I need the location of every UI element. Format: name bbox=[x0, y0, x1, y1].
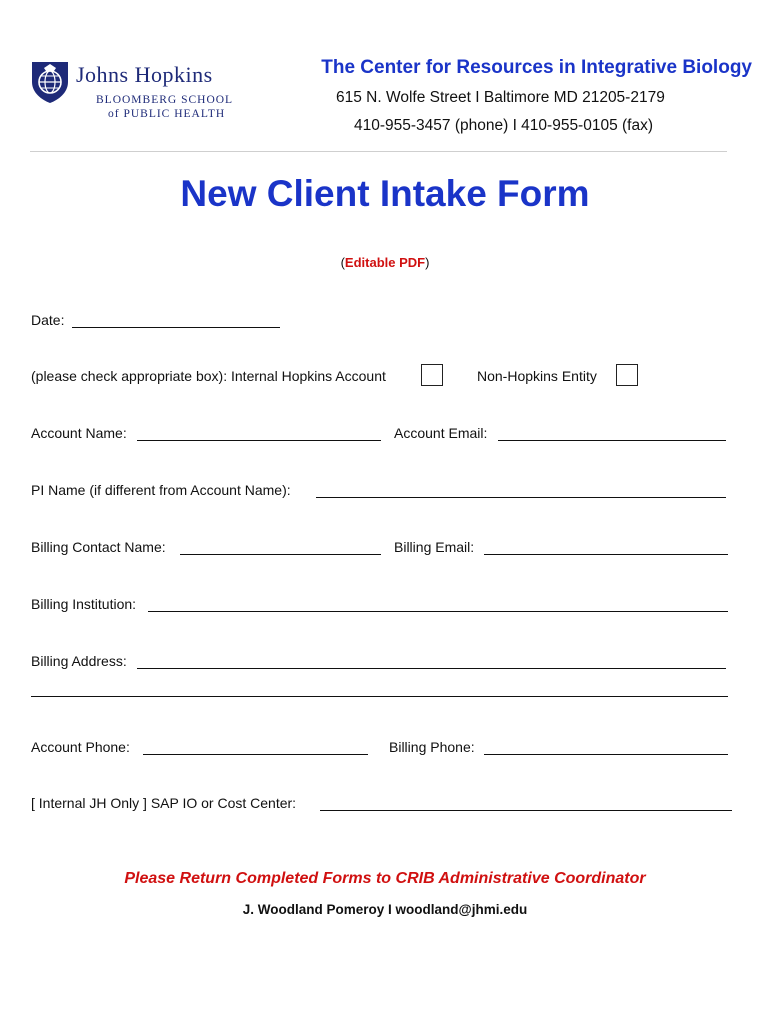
date-field[interactable] bbox=[72, 326, 280, 328]
editable-note bbox=[0, 255, 770, 270]
billing-institution-label: Billing Institution: bbox=[31, 596, 137, 612]
sap-field[interactable] bbox=[320, 809, 732, 811]
billing-contact-field[interactable] bbox=[180, 553, 381, 555]
logo-public-health: of PUBLIC HEALTH bbox=[108, 108, 226, 120]
pi-name-field[interactable] bbox=[316, 496, 726, 498]
center-address: 615 N. Wolfe Street I Baltimore MD 21205-2179 bbox=[336, 89, 665, 106]
account-name-field[interactable] bbox=[137, 439, 381, 441]
account-email-field[interactable] bbox=[498, 439, 726, 441]
header-divider bbox=[30, 151, 727, 152]
shield-globe-icon bbox=[30, 60, 70, 104]
logo-name: Johns Hopkins bbox=[76, 62, 213, 87]
account-type-label: (please check appropriate box): Internal Hopkins Account bbox=[31, 368, 386, 384]
internal-hopkins-checkbox[interactable] bbox=[421, 364, 443, 386]
form-title: New Client Intake Form bbox=[180, 173, 590, 214]
center-phone-fax: 410-955-3457 (phone) I 410-955-0105 (fax) bbox=[354, 117, 654, 134]
billing-email-field[interactable] bbox=[484, 553, 728, 555]
non-hopkins-checkbox[interactable] bbox=[616, 364, 638, 386]
account-phone-field[interactable] bbox=[143, 753, 368, 755]
date-label: Date: bbox=[31, 312, 65, 328]
billing-contact-label: Billing Contact Name: bbox=[31, 539, 166, 555]
billing-email-label: Billing Email: bbox=[394, 539, 475, 555]
billing-address-label: Billing Address: bbox=[31, 653, 127, 669]
account-phone-label: Account Phone: bbox=[31, 739, 130, 755]
editable-label: Editable PDF bbox=[344, 255, 426, 270]
billing-address-field-line2[interactable] bbox=[31, 695, 728, 697]
center-title: The Center for Resources in Integrative Biology bbox=[321, 57, 752, 78]
billing-phone-label: Billing Phone: bbox=[389, 739, 475, 755]
coordinator-contact: J. Woodland Pomeroy I woodland@jhmi.edu bbox=[242, 902, 528, 917]
sap-label: [ Internal JH Only ] SAP IO or Cost Center: bbox=[31, 795, 297, 811]
editable-close: ) bbox=[425, 255, 430, 270]
billing-address-field-line1[interactable] bbox=[137, 667, 726, 669]
pi-name-label: PI Name (if different from Account Name): bbox=[31, 482, 291, 498]
account-name-label: Account Name: bbox=[31, 425, 127, 441]
non-hopkins-label: Non-Hopkins Entity bbox=[477, 368, 597, 384]
jhu-logo bbox=[30, 60, 260, 124]
account-email-label: Account Email: bbox=[394, 425, 488, 441]
billing-institution-field[interactable] bbox=[148, 610, 728, 612]
return-instructions: Please Return Completed Forms to CRIB Administrative Coordinator bbox=[124, 870, 646, 887]
editable-open: ( bbox=[340, 255, 345, 270]
billing-phone-field[interactable] bbox=[484, 753, 728, 755]
logo-school: BLOOMBERG SCHOOL bbox=[96, 94, 234, 106]
